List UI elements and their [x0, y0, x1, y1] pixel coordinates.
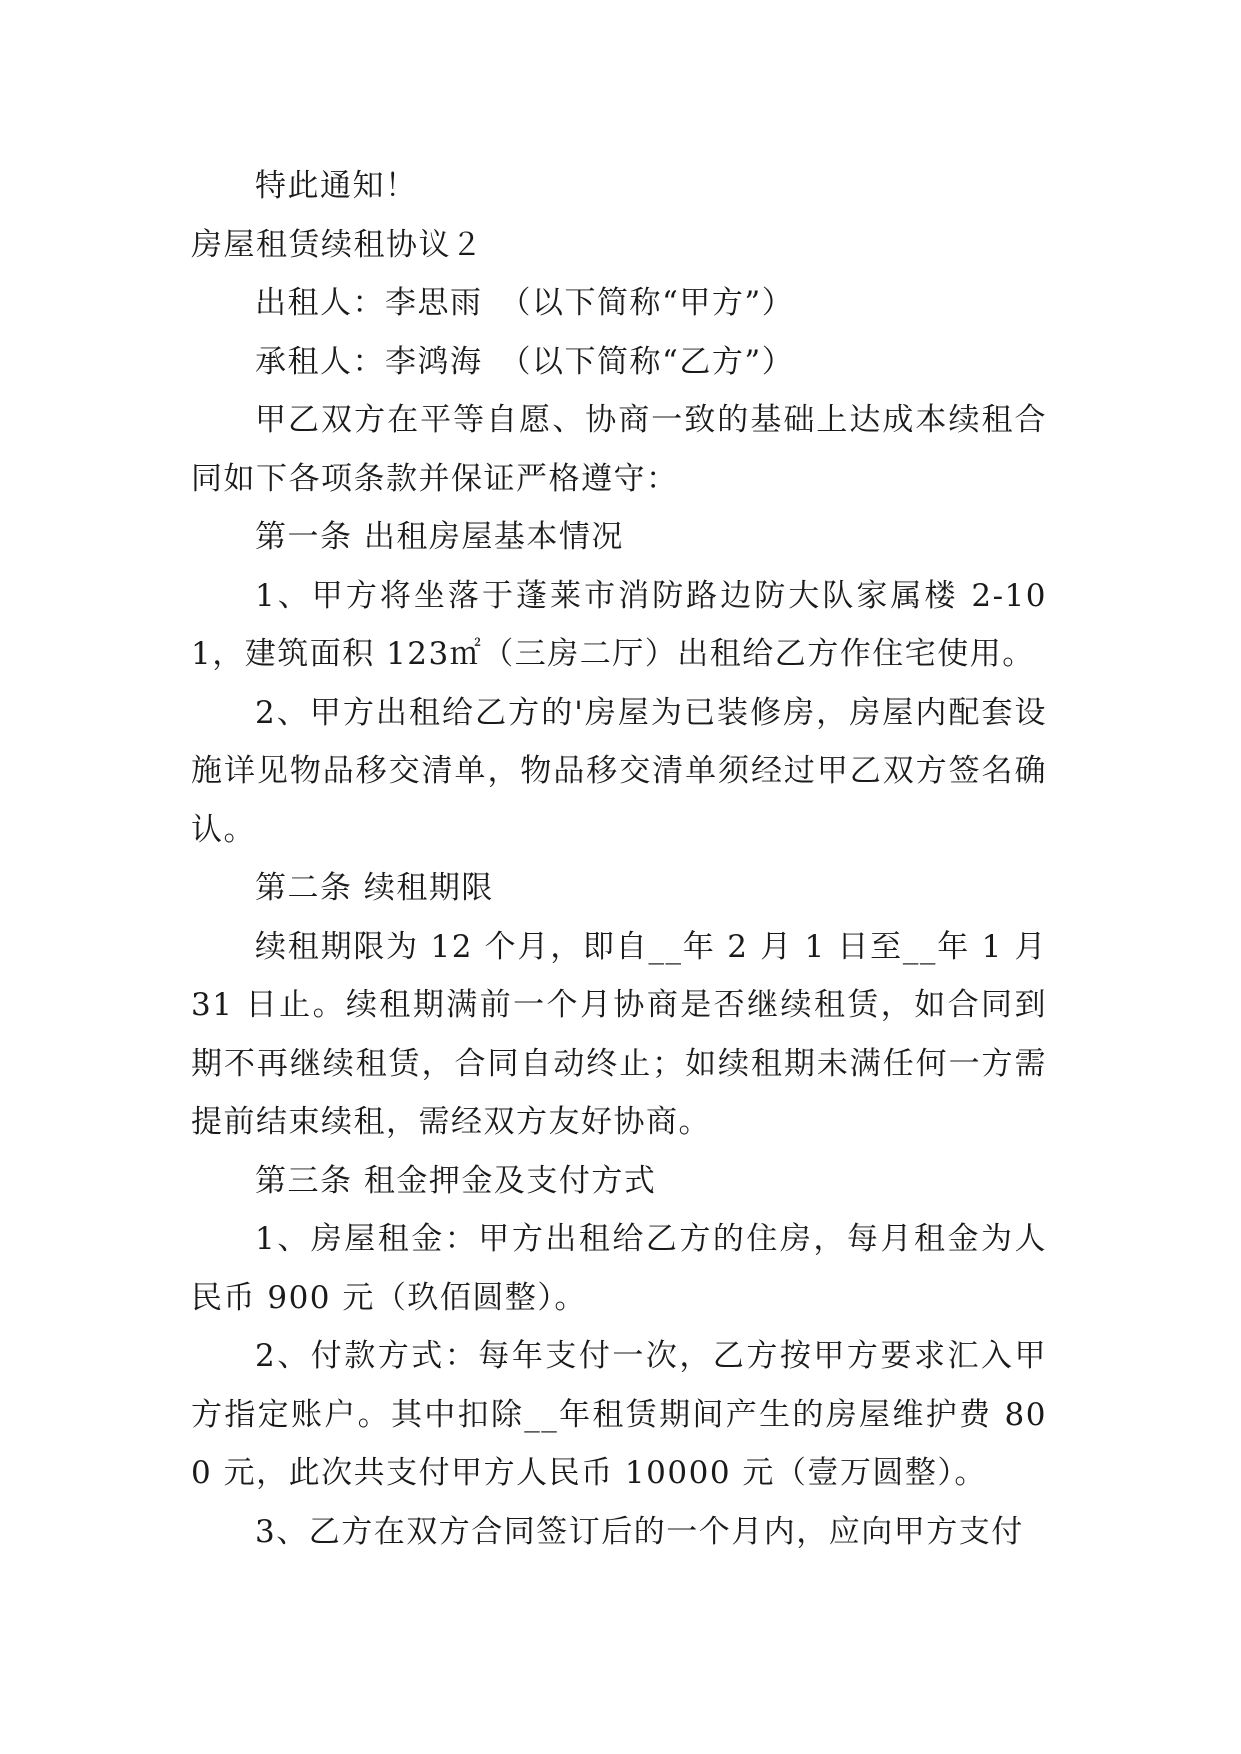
article-3-clause-1: 1、房屋租金：甲方出租给乙方的住房，每月租金为人民币 900 元（玖佰圆整）。	[191, 1221, 1047, 1316]
preamble: 甲乙双方在平等自愿、协商一致的基础上达成本续租合同如下各项条款并保证严格遵守：	[191, 402, 1047, 497]
article-2-body: 续租期限为 12 个月，即自__年 2 月 1 日至__年 1 月 31 日止。续租期满前一个月协商是否继续租赁，如合同到期不再继续租赁，合同自动终止；如续租期未满任何一方需提前结束续租，需经双方友好协商。	[191, 928, 1047, 1140]
article-2-heading: 第二条 续租期限	[255, 870, 494, 906]
article-3-heading: 第三条 租金押金及支付方式	[255, 1162, 657, 1199]
lessor-line: 出租人：李思雨 （以下简称“甲方”）	[255, 285, 795, 321]
article-3-clause-3: 3、乙方在双方合同签订后的一个月内，应向甲方支付	[255, 1513, 1024, 1550]
document-body	[191, 157, 1047, 1561]
article-1-clause-1: 1、甲方将坐落于蓬莱市消防路边防大队家属楼 2-101，建筑面积 123㎡（三房二厅）出租给乙方作住宅使用。	[191, 577, 1047, 672]
article-3-clause-2: 2、付款方式：每年支付一次，乙方按甲方要求汇入甲方指定账户。其中扣除__年租赁期间产生的房屋维护费 800 元，此次共支付甲方人民币 10000 元（壹万圆整）。	[191, 1338, 1047, 1491]
lessee-line: 承租人：李鸿海 （以下简称“乙方”）	[255, 343, 795, 380]
article-1-heading: 第一条 出租房屋基本情况	[255, 519, 624, 555]
document-title: 房屋租赁续租协议２	[191, 226, 484, 263]
closing-notice: 特此通知！	[255, 168, 418, 204]
article-1-clause-2: 2、甲方出租给乙方的'房屋为已装修房，房屋内配套设施详见物品移交清单，物品移交清单须经过甲乙双方签名确认。	[191, 694, 1047, 848]
